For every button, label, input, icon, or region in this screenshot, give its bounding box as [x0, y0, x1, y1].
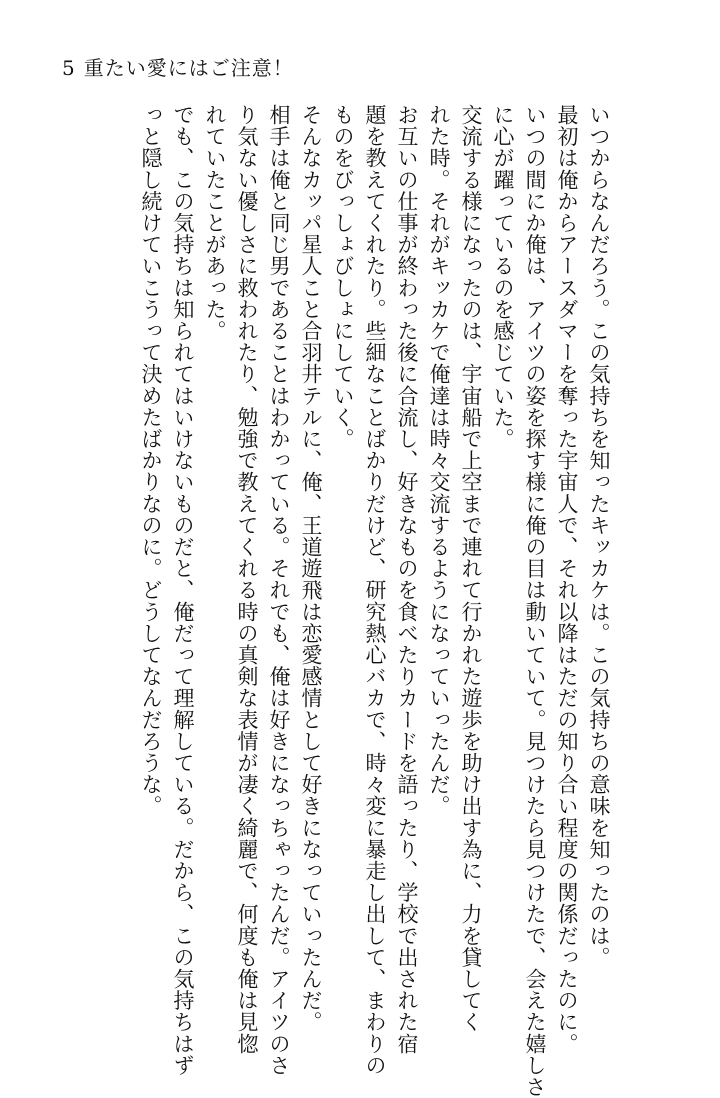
chapter-header [62, 52, 294, 81]
text-line: いつの間にか俺は、アイツの姿を探す様に俺の目は動いていて。見つけたら見つけたで、会えた嬉しさ [523, 104, 547, 1098]
text-line: 交流する様になったのは、宇宙船で上空まで連れて行かれた遊歩を助け出す為に、力を貸してく [459, 104, 483, 1033]
text-line: お互いの仕事が終わった後に合流し、好きなものを食べたりカードを語ったり、学校で出された宿 [395, 104, 419, 1055]
text-line: っと隠し続けていこうって決めたばかりなのに。どうしてなんだろうな。 [139, 104, 163, 817]
text-line: でも、この気持ちは知られてはいけないものだと、俺だって理解している。だから、この気持ちはず [171, 104, 195, 1076]
text-line: そんなカッパ星人こと合羽井テルに、俺、王道遊飛は恋愛感情として好きになっていったんだ。 [299, 104, 323, 1033]
text-line: れた時。それがキッカケで俺達は時々交流するようになっていったんだ。 [427, 104, 451, 817]
text-line: 最初は俺からアースダマーを奪った宇宙人で、それ以降はただの知り合い程度の関係だったのに。 [555, 104, 579, 1055]
text-line: いつからなんだろう。この気持ちを知ったキッカケは。この気持ちの意味を知ったのは。 [587, 104, 611, 968]
text-line: 題を教えてくれたり。些細なことばかりだけど、研究熱心バカで、時々変に暴走し出して、まわりの [363, 104, 387, 1076]
text-line: に心が躍っているのを感じていた。 [491, 104, 515, 450]
text-line: り気ない優しさに救われたり、勉強で教えてくれる時の真剣な表情が凄く綺麗で、何度も俺は見惚 [235, 104, 259, 1055]
text-line: 相手は俺と同じ男であることはわかっている。それでも、俺は好きになっちゃったんだ。アイツのさ [267, 104, 291, 1076]
text-line: れていたことがあった。 [203, 104, 227, 342]
chapter-number: 5 [62, 56, 76, 80]
chapter-title: 重たい愛にはご注意！ [83, 56, 294, 80]
vertical-body-text [135, 104, 615, 1098]
text-line: ものをびっしょびしょにしていく。 [331, 104, 355, 450]
